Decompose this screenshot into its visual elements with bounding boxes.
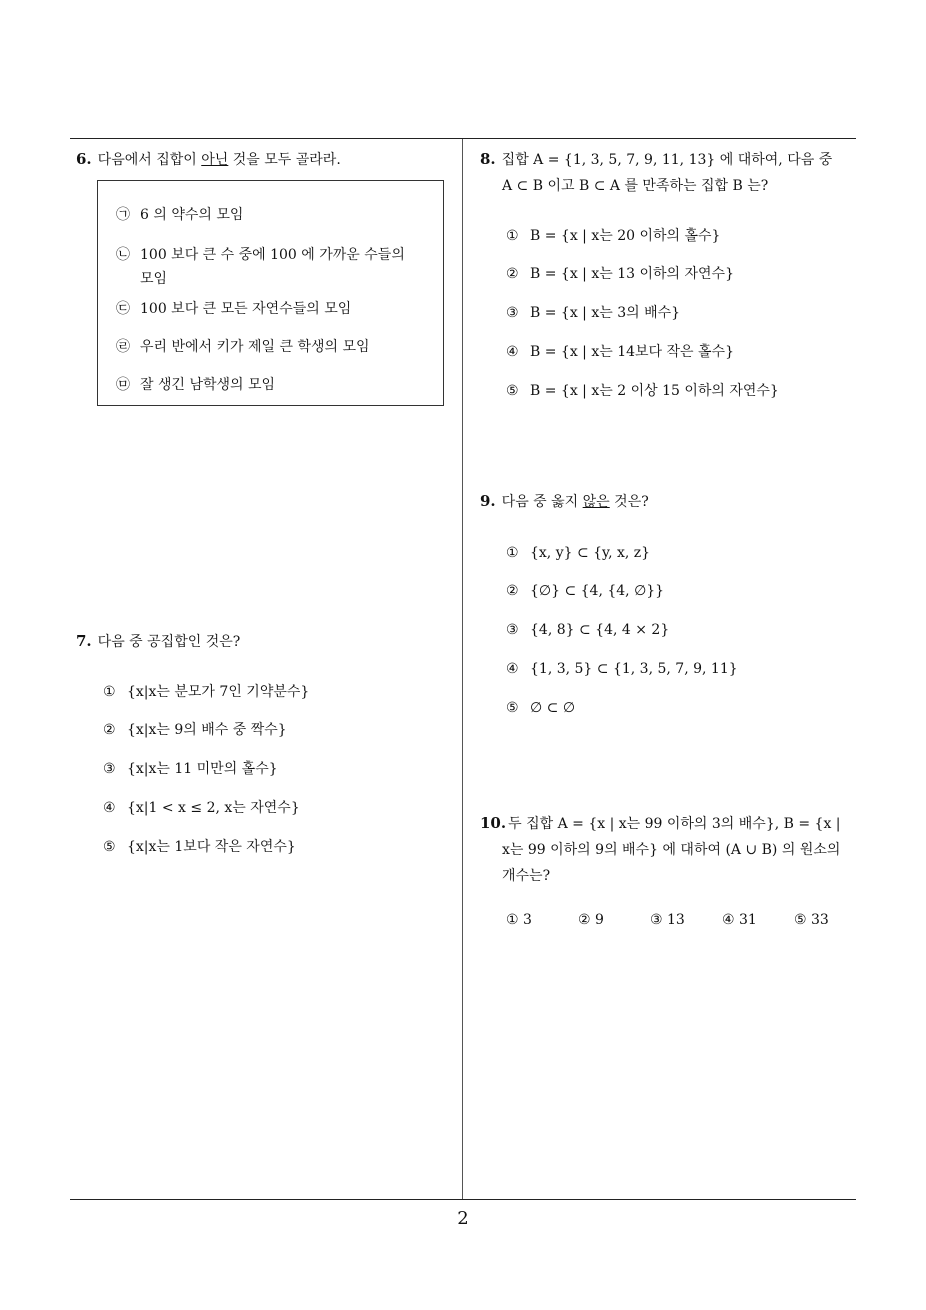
answer-choice[interactable]: ③ {4, 8} ⊂ {4, 4 × 2} [506, 622, 670, 638]
box-item: ㉠ 6 의 약수의 모임 [116, 203, 243, 227]
emphasis-underline: 않은 [582, 494, 610, 510]
answer-choice[interactable]: ⑤ 33 [794, 912, 829, 928]
choice-mark: ① [103, 684, 116, 700]
question-6 [76, 146, 341, 173]
answer-choice[interactable]: ① {x, y} ⊂ {y, x, z} [506, 545, 651, 561]
choice-mark: ② [103, 722, 116, 738]
box-item: ㉤ 잘 생긴 남학생의 모임 [116, 373, 275, 397]
answer-choice[interactable]: ③ B = {x | x는 3의 배수} [506, 305, 681, 321]
answer-choice[interactable]: ⑤ {x|x는 1보다 작은 자연수} [103, 839, 296, 855]
answer-choice[interactable]: ① {x|x는 분모가 7인 기약분수} [103, 684, 310, 700]
choice-mark: ② [578, 912, 591, 928]
question-text-line2: A ⊂ B 이고 B ⊂ A 를 만족하는 집합 B 는? [502, 178, 769, 194]
answer-choice[interactable]: ⑤ B = {x | x는 2 이상 15 이하의 자연수} [506, 383, 779, 399]
question-text: 두 집합 A = {x | x는 99 이하의 3의 배수}, B = {x | [508, 816, 841, 832]
item-mark: ㉤ [116, 377, 130, 393]
item-mark: ㉣ [116, 339, 130, 355]
choice-mark: ⑤ [794, 912, 807, 928]
choice-mark: ⑤ [103, 839, 116, 855]
question-number: 6. [76, 150, 92, 168]
answer-choice[interactable]: ② B = {x | x는 13 이하의 자연수} [506, 266, 734, 282]
question-10 [480, 810, 860, 889]
bottom-rule [70, 1199, 856, 1200]
question-text-line3: 개수는? [502, 868, 551, 884]
choice-mark: ④ [506, 344, 519, 360]
column-divider [462, 139, 463, 1199]
question-text: 다음 중 공집합인 것은? [97, 634, 241, 650]
question-8 [480, 146, 860, 199]
choice-mark: ② [506, 266, 519, 282]
choice-mark: ② [506, 583, 519, 599]
answer-choice[interactable]: ② {x|x는 9의 배수 중 짝수} [103, 722, 287, 738]
choice-mark: ③ [506, 622, 519, 638]
question-number: 10. [480, 814, 507, 832]
answer-choice[interactable]: ④ B = {x | x는 14보다 작은 홀수} [506, 344, 734, 360]
answer-choice[interactable]: ④ {x|1 < x ≤ 2, x는 자연수} [103, 800, 300, 816]
answer-choice[interactable]: ⑤ ∅ ⊂ ∅ [506, 700, 576, 716]
choice-mark: ④ [506, 661, 519, 677]
question-9 [480, 488, 649, 515]
answer-choice[interactable]: ③ {x|x는 11 미만의 홀수} [103, 761, 278, 777]
answer-choice[interactable]: ③ 13 [650, 912, 685, 928]
answer-choice[interactable]: ② {∅} ⊂ {4, {4, ∅}} [506, 583, 665, 599]
choice-mark: ① [506, 912, 519, 928]
inline-choices [506, 912, 829, 928]
question-text-line2: x는 99 이하의 9의 배수} 에 대하여 (A ∪ B) 의 원소의 [502, 842, 841, 858]
box-item: ㉢ 100 보다 큰 모든 자연수들의 모임 [116, 297, 351, 321]
choice-mark: ③ [650, 912, 663, 928]
answer-choice[interactable]: ① B = {x | x는 20 이하의 홀수} [506, 228, 721, 244]
item-mark: ㉠ [116, 207, 130, 223]
item-box [97, 180, 444, 406]
page-number: 2 [457, 1208, 469, 1229]
answer-choice[interactable]: ② 9 [578, 912, 604, 928]
answer-choice[interactable]: ④ {1, 3, 5} ⊂ {1, 3, 5, 7, 9, 11} [506, 661, 738, 677]
emphasis-underline: 아닌 [201, 152, 229, 168]
answer-choice[interactable]: ① 3 [506, 912, 532, 928]
choice-mark: ④ [103, 800, 116, 816]
question-number: 8. [480, 150, 496, 168]
item-mark: ㉢ [116, 301, 130, 317]
choice-mark: ⑤ [506, 700, 519, 716]
choice-mark: ① [506, 228, 519, 244]
item-mark: ㉡ [116, 247, 130, 263]
question-number: 7. [76, 632, 92, 650]
top-rule [70, 138, 856, 139]
choice-mark: ⑤ [506, 383, 519, 399]
box-item: ㉡ 100 보다 큰 수 중에 100 에 가까운 수들의 모임 [116, 243, 405, 291]
question-number: 9. [480, 492, 496, 510]
choice-mark: ① [506, 545, 519, 561]
question-text: 다음에서 집합이 아닌 것을 모두 골라라. [97, 152, 341, 168]
choice-mark: ④ [722, 912, 735, 928]
question-text: 집합 A = {1, 3, 5, 7, 9, 11, 13} 에 대하여, 다음 중 [501, 152, 833, 168]
choice-mark: ③ [506, 305, 519, 321]
choice-mark: ③ [103, 761, 116, 777]
question-text: 다음 중 옳지 않은 것은? [501, 494, 649, 510]
question-7 [76, 628, 240, 655]
box-item: ㉣ 우리 반에서 키가 제일 큰 학생의 모임 [116, 335, 370, 359]
answer-choice[interactable]: ④ 31 [722, 912, 757, 928]
